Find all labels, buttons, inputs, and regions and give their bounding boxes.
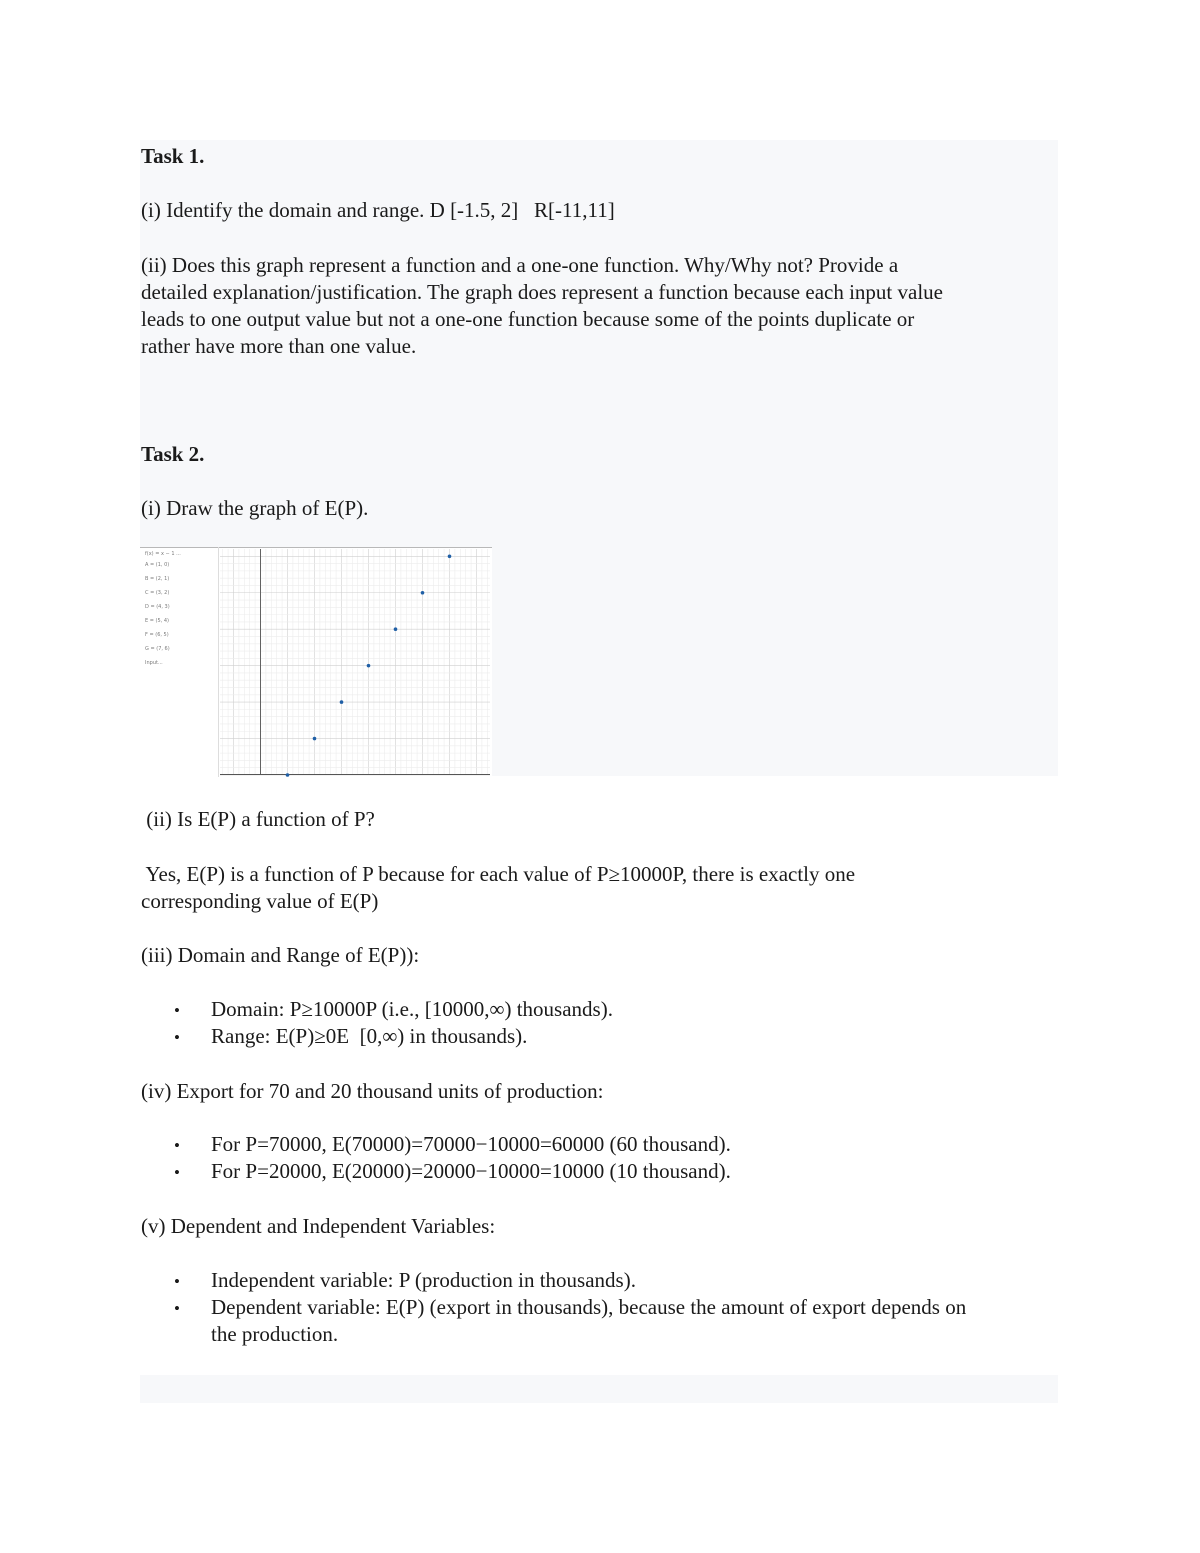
graph-screenshot [140, 547, 492, 777]
graph-plot [140, 547, 492, 777]
data-point [367, 664, 371, 668]
algebra-row: D = (4, 3) [145, 604, 170, 610]
algebra-row: C = (3, 2) [145, 590, 170, 596]
task1-question-2-line-4: rather have more than one value. [141, 334, 417, 358]
algebra-row: B = (2, 1) [145, 576, 170, 582]
task2-question-4: (iv) Export for 70 and 20 thousand units of production: [141, 1079, 604, 1103]
range-item: Range: E(P)≥0E [0,∞) in thousands). [211, 1024, 528, 1048]
algebra-row: G = (7, 6) [145, 646, 170, 652]
dependent-variable-item-line-1: Dependent variable: E(P) (export in thousands), because the amount of export depends on [211, 1295, 967, 1319]
task2-question-2: (ii) Is E(P) a function of P? [141, 807, 375, 831]
task1-heading: Task 1. [141, 144, 205, 168]
algebra-row: f(x) = x − 1 ... [145, 551, 181, 557]
bullet: • [174, 1001, 180, 1020]
export-20000-item: For P=20000, E(20000)=20000−10000=10000 (10 thousand). [211, 1159, 731, 1183]
data-point [421, 591, 425, 595]
bullet: • [174, 1028, 180, 1047]
task1-question-2-line-1: (ii) Does this graph represent a function and a one-one function. Why/Why not? Provide a [141, 253, 899, 277]
algebra-input: Input... [145, 660, 163, 666]
data-point [340, 700, 344, 704]
data-point [394, 627, 398, 631]
bullet: • [174, 1299, 180, 1318]
export-70000-item: For P=70000, E(70000)=70000−10000=60000 (60 thousand). [211, 1132, 731, 1156]
task1-question-1: (i) Identify the domain and range. D [-1.5, 2] R[-11,11] [141, 198, 615, 222]
algebra-row: E = (5, 4) [145, 618, 169, 624]
bullet: • [174, 1136, 180, 1155]
task2-question-1: (i) Draw the graph of E(P). [141, 496, 369, 520]
shaded-footer-strip [140, 1375, 1058, 1403]
data-point [448, 554, 452, 558]
algebra-row: A = (1, 0) [145, 562, 170, 568]
domain-item: Domain: P≥10000P (i.e., [10000,∞) thousands). [211, 997, 613, 1021]
dependent-variable-item-line-2: the production. [211, 1322, 339, 1346]
task2-answer-2-line-1: Yes, E(P) is a function of P because for each value of P≥10000P, there is exactly one [141, 862, 856, 886]
task2-heading: Task 2. [141, 442, 205, 466]
task2-question-3: (iii) Domain and Range of E(P)): [141, 943, 420, 967]
task2-answer-2-line-2: corresponding value of E(P) [141, 889, 379, 913]
data-point [286, 773, 290, 777]
bullet: • [174, 1272, 180, 1291]
task1-question-2-line-3: leads to one output value but not a one-one function because some of the points duplicate or [141, 307, 915, 331]
task2-question-5: (v) Dependent and Independent Variables: [141, 1214, 496, 1238]
algebra-row: F = (6, 5) [145, 632, 169, 638]
bullet: • [174, 1163, 180, 1182]
data-point [313, 737, 317, 741]
task1-question-2-line-2: detailed explanation/justification. The graph does represent a function because each input value [141, 280, 943, 304]
independent-variable-item: Independent variable: P (production in thousands). [211, 1268, 636, 1292]
